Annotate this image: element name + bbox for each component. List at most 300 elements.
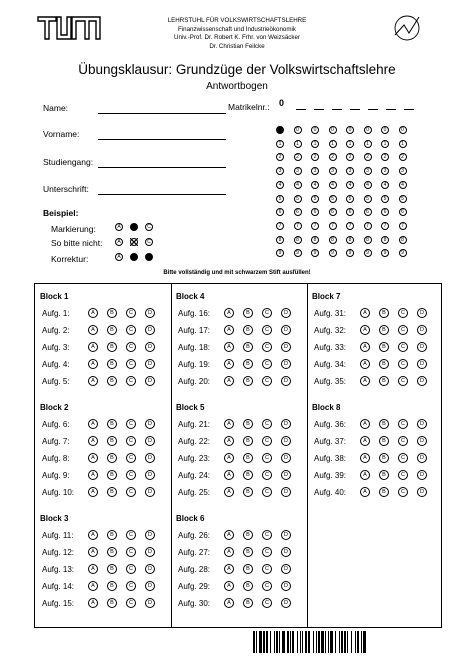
answer-bubble[interactable]: D — [281, 436, 291, 446]
answer-bubble[interactable]: A — [88, 308, 98, 318]
beispiel-heading: Beispiel: — [43, 208, 79, 218]
answer-bubble[interactable]: B — [107, 564, 117, 574]
answer-bubble[interactable]: A — [88, 487, 98, 497]
matrikel-digit-bubble[interactable]: 9 — [364, 249, 372, 257]
answer-bubble[interactable]: C — [398, 487, 408, 497]
matrikel-digit-slot[interactable] — [404, 109, 414, 110]
matrikel-digit-bubble[interactable]: 6 — [276, 208, 284, 216]
question-label: Aufg. 15: — [42, 599, 75, 608]
matrikel-digit-bubble[interactable]: 2 — [346, 153, 354, 161]
matrikel-digit-bubble[interactable]: 2 — [294, 153, 302, 161]
matrikel-digit-bubble[interactable]: 3 — [311, 167, 319, 175]
matrikel-digit-slot[interactable] — [314, 109, 324, 110]
matrikel-digit-bubble[interactable]: 7 — [364, 222, 372, 230]
question-label: Aufg. 25: — [178, 488, 211, 497]
answer-bubble[interactable]: B — [379, 359, 389, 369]
tum-logo — [37, 15, 101, 41]
answer-bubble[interactable]: A — [224, 376, 234, 386]
matrikel-digit-bubble[interactable]: 5 — [364, 195, 372, 203]
matrikel-digit-bubble[interactable]: 5 — [329, 195, 337, 203]
fill-instruction: Bitte vollständig und mit schwarzem Stift ausfüllen! — [163, 270, 311, 276]
answer-bubble[interactable]: B — [107, 308, 117, 318]
matrikel-digit-bubble[interactable]: 7 — [399, 222, 407, 230]
answer-bubble[interactable]: A — [360, 436, 370, 446]
matrikel-digit-bubble[interactable]: 8 — [381, 236, 389, 244]
matrikel-digit-slot[interactable] — [296, 109, 306, 110]
matrikel-digit-bubble[interactable]: 9 — [276, 249, 284, 257]
answer-bubble[interactable]: D — [145, 470, 155, 480]
matrikel-digit-bubble[interactable]: 9 — [329, 249, 337, 257]
korrektur-label: Korrektur: — [51, 254, 89, 264]
answer-bubble[interactable]: C — [126, 419, 136, 429]
answer-bubble[interactable]: B — [243, 453, 253, 463]
answer-bubble[interactable]: B — [243, 530, 253, 540]
matrikel-digit-slot[interactable] — [368, 109, 378, 110]
example-bubble — [130, 223, 138, 231]
answer-bubble[interactable]: A — [360, 359, 370, 369]
answer-bubble[interactable]: B — [107, 470, 117, 480]
answer-bubble[interactable]: B — [107, 453, 117, 463]
answer-bubble[interactable]: A — [224, 598, 234, 608]
answer-bubble[interactable]: A — [88, 598, 98, 608]
answer-bubble[interactable]: A — [224, 325, 234, 335]
matrikel-digit-bubble[interactable]: 1 — [329, 140, 337, 148]
answer-bubble[interactable]: A — [360, 487, 370, 497]
answer-bubble[interactable]: D — [145, 547, 155, 557]
matrikel-digit-bubble[interactable]: 0 — [381, 126, 389, 134]
answer-bubble[interactable]: C — [126, 598, 136, 608]
answer-bubble[interactable]: D — [145, 376, 155, 386]
vorname-label: Vorname: — [43, 129, 80, 139]
answer-bubble[interactable]: B — [243, 581, 253, 591]
matrikel-digit-bubble[interactable]: 5 — [311, 195, 319, 203]
question-label: Aufg. 20: — [178, 377, 211, 386]
answer-bubble[interactable]: C — [262, 470, 272, 480]
answer-bubble[interactable]: D — [281, 598, 291, 608]
matrikel-digit-bubble[interactable]: 4 — [329, 181, 337, 189]
answer-bubble[interactable]: C — [126, 564, 136, 574]
matrikel-digit-bubble[interactable]: 4 — [311, 181, 319, 189]
example-bubble: A — [115, 253, 123, 261]
answer-bubble[interactable]: D — [145, 564, 155, 574]
block-title: Block 3 — [40, 514, 69, 523]
answer-bubble[interactable]: D — [417, 470, 427, 480]
answer-bubble[interactable]: B — [107, 325, 117, 335]
matrikel-digit-bubble[interactable]: 4 — [294, 181, 302, 189]
answer-bubble[interactable]: C — [262, 436, 272, 446]
block-title: Block 1 — [40, 292, 69, 301]
question-label: Aufg. 14: — [42, 582, 75, 591]
example-bubble: C — [145, 223, 153, 231]
matrikel-digit-bubble[interactable]: 3 — [399, 167, 407, 175]
answer-bubble[interactable]: A — [224, 530, 234, 540]
answer-bubble[interactable]: D — [281, 530, 291, 540]
question-label: Aufg. 13: — [42, 565, 75, 574]
answer-bubble[interactable]: C — [398, 419, 408, 429]
answer-bubble[interactable]: D — [417, 453, 427, 463]
answer-bubble[interactable]: C — [262, 598, 272, 608]
answer-bubble[interactable]: C — [126, 359, 136, 369]
matrikel-digit-bubble[interactable]: 8 — [399, 236, 407, 244]
answer-bubble[interactable]: D — [145, 308, 155, 318]
answer-bubble[interactable]: A — [224, 453, 234, 463]
answer-bubble[interactable]: C — [398, 308, 408, 318]
answer-bubble[interactable]: B — [107, 487, 117, 497]
matrikel-digit-bubble[interactable]: 1 — [311, 140, 319, 148]
matrikel-digit-bubble[interactable]: 4 — [364, 181, 372, 189]
answer-bubble[interactable]: A — [88, 342, 98, 352]
matrikel-digit-bubble[interactable]: 7 — [381, 222, 389, 230]
matrikel-digit-bubble[interactable]: 9 — [346, 249, 354, 257]
matrikel-digit-bubble[interactable]: 5 — [276, 195, 284, 203]
answer-bubble[interactable]: B — [243, 487, 253, 497]
answer-bubble[interactable]: B — [243, 325, 253, 335]
answer-bubble[interactable]: A — [88, 547, 98, 557]
answer-bubble[interactable]: A — [88, 325, 98, 335]
answer-bubble[interactable]: B — [243, 419, 253, 429]
matrikel-digit-bubble[interactable]: 3 — [381, 167, 389, 175]
matrikel-digit-bubble[interactable]: 1 — [276, 140, 284, 148]
question-label: Aufg. 19: — [178, 360, 211, 369]
matrikel-digit-bubble[interactable]: 3 — [346, 167, 354, 175]
question-label: Aufg. 12: — [42, 548, 75, 557]
matrikel-digit-bubble[interactable]: 2 — [381, 153, 389, 161]
unterschrift-field[interactable] — [98, 194, 226, 195]
answer-bubble[interactable]: B — [379, 487, 389, 497]
example-bubble: C — [145, 238, 153, 246]
answer-bubble[interactable]: D — [281, 453, 291, 463]
answer-bubble[interactable]: D — [145, 436, 155, 446]
answer-bubble[interactable]: D — [281, 359, 291, 369]
answer-bubble[interactable]: A — [88, 419, 98, 429]
answer-bubble[interactable]: C — [126, 325, 136, 335]
matrikel-digit-bubble[interactable]: 1 — [364, 140, 372, 148]
question-label: Aufg. 34: — [314, 360, 347, 369]
answer-bubble[interactable]: C — [262, 308, 272, 318]
answer-bubble[interactable]: B — [107, 342, 117, 352]
matrikel-digit-bubble[interactable]: 2 — [399, 153, 407, 161]
header-line-2: Finanzwissenschaft und Industrieökonomik — [178, 25, 296, 33]
matrikel-digit-bubble[interactable]: 3 — [364, 167, 372, 175]
answer-bubble[interactable]: B — [243, 470, 253, 480]
answer-bubble[interactable]: B — [379, 325, 389, 335]
answer-bubble[interactable]: D — [145, 598, 155, 608]
matrikel-digit-bubble[interactable]: 8 — [346, 236, 354, 244]
answer-bubble[interactable]: A — [88, 470, 98, 480]
answer-bubble[interactable]: A — [88, 359, 98, 369]
question-label: Aufg. 6: — [42, 420, 70, 429]
answer-bubble[interactable]: C — [262, 359, 272, 369]
answer-bubble[interactable]: C — [262, 453, 272, 463]
answer-bubble[interactable]: B — [243, 564, 253, 574]
answer-bubble[interactable]: B — [107, 359, 117, 369]
answer-bubble[interactable]: C — [126, 470, 136, 480]
answer-bubble[interactable]: D — [281, 547, 291, 557]
matrikel-digit-bubble[interactable]: 1 — [399, 140, 407, 148]
matrikel-digit-bubble[interactable]: 9 — [311, 249, 319, 257]
answer-bubble[interactable]: B — [243, 376, 253, 386]
answer-bubble[interactable]: C — [262, 376, 272, 386]
answer-bubble[interactable]: D — [281, 325, 291, 335]
matrikel-digit-bubble[interactable]: 8 — [294, 236, 302, 244]
header-line-1: LEHRSTUHL FÜR VOLKSWIRTSCHAFTSLEHRE — [167, 17, 307, 24]
answer-bubble[interactable]: B — [379, 470, 389, 480]
matrikel-digit-bubble[interactable]: 4 — [381, 181, 389, 189]
matrikel-digit-bubble[interactable]: 8 — [276, 236, 284, 244]
matrikel-digit-bubble[interactable]: 5 — [294, 195, 302, 203]
matrikel-digit-bubble[interactable]: 0 — [311, 126, 319, 134]
question-label: Aufg. 4: — [42, 360, 70, 369]
matrikel-digit-bubble[interactable]: 3 — [294, 167, 302, 175]
matrikel-digit-slot[interactable] — [332, 109, 342, 110]
answer-bubble[interactable]: C — [262, 487, 272, 497]
matrikel-digit-bubble[interactable]: 6 — [381, 208, 389, 216]
matrikel-digit-slot[interactable] — [350, 109, 360, 110]
answer-bubble[interactable]: D — [417, 359, 427, 369]
question-label: Aufg. 17: — [178, 326, 211, 335]
answer-bubble[interactable]: A — [360, 308, 370, 318]
question-label: Aufg. 29: — [178, 582, 211, 591]
answer-bubble[interactable]: B — [243, 308, 253, 318]
answer-bubble[interactable]: B — [243, 547, 253, 557]
answer-bubble[interactable]: A — [360, 470, 370, 480]
answer-bubble[interactable]: C — [126, 436, 136, 446]
answer-bubble[interactable]: D — [281, 376, 291, 386]
answer-bubble[interactable]: D — [281, 470, 291, 480]
answer-bubble[interactable]: A — [224, 359, 234, 369]
answer-bubble[interactable]: D — [145, 487, 155, 497]
matrikel-digit-bubble[interactable]: 2 — [311, 153, 319, 161]
answer-bubble[interactable]: A — [224, 470, 234, 480]
answer-bubble[interactable]: C — [262, 342, 272, 352]
matrikel-digit-bubble[interactable]: 0 — [294, 126, 302, 134]
matrikel-digit-bubble[interactable]: 3 — [276, 167, 284, 175]
block-title: Block 6 — [176, 514, 205, 523]
answer-bubble[interactable]: C — [398, 376, 408, 386]
matrikel-digit-bubble[interactable]: 0 — [346, 126, 354, 134]
answer-bubble[interactable]: D — [145, 359, 155, 369]
answer-bubble[interactable]: C — [126, 530, 136, 540]
name-field[interactable] — [98, 113, 226, 114]
matrikel-digit-bubble[interactable]: 0 — [329, 126, 337, 134]
answer-bubble[interactable]: C — [398, 470, 408, 480]
question-label: Aufg. 32: — [314, 326, 347, 335]
question-label: Aufg. 27: — [178, 548, 211, 557]
question-label: Aufg. 40: — [314, 488, 347, 497]
header-text — [130, 17, 344, 51]
answer-bubble[interactable]: C — [262, 530, 272, 540]
question-label: Aufg. 5: — [42, 377, 70, 386]
answer-bubble[interactable]: C — [126, 308, 136, 318]
matrikel-digit-bubble[interactable]: 8 — [329, 236, 337, 244]
answer-bubble[interactable]: D — [145, 342, 155, 352]
header-line-4: Dr. Christian Feilcke — [209, 42, 265, 50]
matrikel-digit-bubble[interactable]: 0 — [364, 126, 372, 134]
answer-bubble[interactable]: C — [126, 376, 136, 386]
answer-bubble[interactable]: C — [262, 325, 272, 335]
answer-bubble[interactable]: D — [417, 342, 427, 352]
answer-bubble[interactable]: B — [243, 436, 253, 446]
answer-bubble[interactable]: B — [379, 419, 389, 429]
answer-bubble[interactable]: D — [145, 325, 155, 335]
answer-bubble[interactable]: B — [107, 436, 117, 446]
answer-bubble[interactable]: B — [243, 342, 253, 352]
answer-bubble[interactable]: A — [88, 530, 98, 540]
matrikel-digit-bubble[interactable]: 9 — [381, 249, 389, 257]
answer-bubble[interactable]: A — [224, 487, 234, 497]
studiengang-label: Studiengang: — [43, 157, 94, 167]
vorname-field[interactable] — [98, 139, 226, 140]
question-label: Aufg. 22: — [178, 437, 211, 446]
answer-bubble[interactable]: C — [398, 453, 408, 463]
matrikel-digit-bubble[interactable]: 9 — [399, 249, 407, 257]
answer-bubble[interactable]: D — [145, 453, 155, 463]
example-bubble: A — [115, 223, 123, 231]
answer-bubble[interactable]: D — [145, 419, 155, 429]
answer-bubble[interactable]: D — [417, 325, 427, 335]
matrikel-digit-bubble[interactable]: 8 — [364, 236, 372, 244]
answer-bubble[interactable]: A — [360, 419, 370, 429]
answer-bubble[interactable]: A — [360, 453, 370, 463]
barcode — [253, 631, 471, 653]
answer-bubble[interactable]: C — [126, 487, 136, 497]
answer-bubble[interactable]: D — [281, 581, 291, 591]
answer-bubble[interactable]: D — [281, 487, 291, 497]
answer-bubble[interactable]: A — [88, 376, 98, 386]
answer-bubble[interactable]: C — [398, 436, 408, 446]
answer-bubble[interactable]: D — [417, 436, 427, 446]
answer-bubble[interactable]: C — [262, 547, 272, 557]
answer-bubble[interactable]: D — [417, 308, 427, 318]
matrikel-digit-bubble[interactable]: 7 — [311, 222, 319, 230]
answer-bubble[interactable]: A — [224, 308, 234, 318]
answer-bubble[interactable]: B — [107, 581, 117, 591]
matrikel-digit-bubble[interactable]: 6 — [399, 208, 407, 216]
answer-bubble[interactable]: D — [281, 308, 291, 318]
answer-bubble[interactable]: D — [417, 487, 427, 497]
answer-bubble[interactable]: D — [417, 376, 427, 386]
matrikel-digit-bubble[interactable]: 6 — [329, 208, 337, 216]
answer-bubble[interactable]: C — [126, 453, 136, 463]
question-label: Aufg. 35: — [314, 377, 347, 386]
matrikel-digit-bubble[interactable]: 4 — [276, 181, 284, 189]
answer-bubble[interactable]: D — [145, 581, 155, 591]
matrikel-digit-bubble[interactable]: 0 — [399, 126, 407, 134]
matrikel-digit-bubble[interactable]: 2 — [329, 153, 337, 161]
answer-bubble[interactable]: D — [417, 419, 427, 429]
matrikel-digit-bubble[interactable]: 5 — [399, 195, 407, 203]
answer-bubble[interactable]: A — [224, 547, 234, 557]
matrikel-digit-bubble[interactable]: 6 — [346, 208, 354, 216]
matrikel-digit-bubble[interactable]: 1 — [381, 140, 389, 148]
answer-bubble[interactable]: A — [224, 436, 234, 446]
answer-bubble[interactable]: A — [360, 376, 370, 386]
matrikel-digit-bubble[interactable]: 4 — [346, 181, 354, 189]
question-label: Aufg. 28: — [178, 565, 211, 574]
answer-bubble[interactable]: D — [281, 419, 291, 429]
matrikel-digit-bubble[interactable]: 6 — [364, 208, 372, 216]
answer-bubble[interactable]: B — [243, 359, 253, 369]
matrikel-digit-bubble[interactable]: 7 — [346, 222, 354, 230]
answer-bubble[interactable]: A — [88, 581, 98, 591]
answer-bubble[interactable]: D — [281, 564, 291, 574]
answer-bubble[interactable]: B — [107, 598, 117, 608]
answer-bubble[interactable]: A — [360, 325, 370, 335]
matrikel-first-digit: 0 — [279, 98, 285, 108]
answer-bubble[interactable]: B — [243, 598, 253, 608]
answer-bubble[interactable]: B — [379, 453, 389, 463]
answer-bubble[interactable]: B — [379, 436, 389, 446]
answer-bubble[interactable]: A — [88, 453, 98, 463]
answer-bubble[interactable]: A — [224, 419, 234, 429]
answer-bubble[interactable]: A — [88, 436, 98, 446]
answer-bubble[interactable]: C — [398, 359, 408, 369]
answer-bubble[interactable]: C — [262, 581, 272, 591]
markierung-label: Markierung: — [51, 224, 96, 234]
block-title: Block 7 — [312, 292, 341, 301]
so-bitte-nicht-label: So bitte nicht: — [51, 238, 103, 248]
answer-bubble[interactable]: B — [379, 308, 389, 318]
question-label: Aufg. 26: — [178, 531, 211, 540]
matrikel-digit-bubble[interactable]: 5 — [381, 195, 389, 203]
answer-bubble[interactable]: B — [379, 376, 389, 386]
answer-bubble[interactable]: C — [126, 581, 136, 591]
matrikel-digit-bubble[interactable]: 6 — [294, 208, 302, 216]
matrikel-digit-bubble[interactable]: 7 — [276, 222, 284, 230]
matrikel-digit-bubble[interactable]: 1 — [294, 140, 302, 148]
question-label: Aufg. 11: — [42, 531, 74, 540]
answer-bubble[interactable]: B — [107, 547, 117, 557]
studiengang-field[interactable] — [98, 167, 226, 168]
answer-bubble[interactable]: A — [360, 342, 370, 352]
matrikel-digit-bubble[interactable]: 2 — [364, 153, 372, 161]
answer-bubble[interactable]: C — [262, 564, 272, 574]
matrikel-digit-bubble[interactable]: 9 — [294, 249, 302, 257]
matrikel-digit-bubble[interactable]: 5 — [346, 195, 354, 203]
matrikel-label: Matrikelnr.: — [228, 102, 270, 112]
matrikel-digit-bubble[interactable]: 3 — [329, 167, 337, 175]
answer-bubble[interactable]: B — [107, 419, 117, 429]
matrikel-digit-bubble[interactable]: 4 — [399, 181, 407, 189]
answer-bubble[interactable]: C — [262, 419, 272, 429]
answer-bubble[interactable]: B — [107, 530, 117, 540]
example-bubble: A — [115, 238, 123, 246]
matrikel-digit-bubble[interactable] — [276, 126, 284, 134]
matrikel-digit-slot[interactable] — [386, 109, 396, 110]
answer-bubble[interactable]: C — [126, 547, 136, 557]
answer-bubble[interactable]: A — [224, 581, 234, 591]
answer-bubble[interactable]: A — [224, 342, 234, 352]
matrikel-digit-bubble[interactable]: 2 — [276, 153, 284, 161]
question-label: Aufg. 2: — [42, 326, 70, 335]
answer-bubble[interactable]: A — [88, 564, 98, 574]
answer-bubble[interactable]: D — [281, 342, 291, 352]
answer-bubble[interactable]: C — [398, 325, 408, 335]
matrikel-digit-bubble[interactable]: 6 — [311, 208, 319, 216]
matrikel-digit-bubble[interactable]: 7 — [329, 222, 337, 230]
matrikel-digit-bubble[interactable]: 8 — [311, 236, 319, 244]
answer-bubble[interactable]: C — [398, 342, 408, 352]
matrikel-digit-bubble[interactable]: 7 — [294, 222, 302, 230]
example-bubble — [130, 253, 138, 261]
matrikel-digit-bubble[interactable]: 1 — [346, 140, 354, 148]
page-subtitle: Antwortbogen — [206, 81, 268, 92]
answer-bubble[interactable]: C — [126, 342, 136, 352]
answer-bubble[interactable]: D — [145, 530, 155, 540]
answer-bubble[interactable]: B — [379, 342, 389, 352]
answer-bubble[interactable]: A — [224, 564, 234, 574]
answer-bubble[interactable]: B — [107, 376, 117, 386]
